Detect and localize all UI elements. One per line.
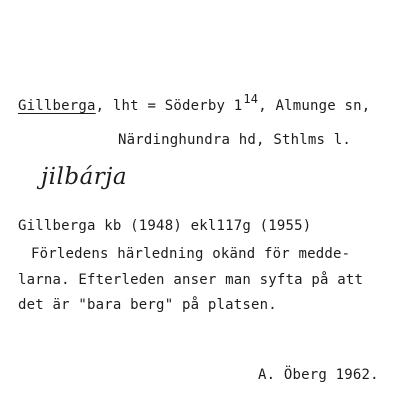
signature: A. Öberg 1962. (258, 367, 379, 383)
sources-line: Gillberga kb (1948) ekl117g (1955) (18, 218, 312, 234)
body-line-2: larna. Efterleden anser man syfta på att (18, 272, 364, 288)
body-line-1: Förledens härledning okänd för medde- (31, 246, 351, 262)
entry-line-1 (18, 92, 371, 114)
entry-parish: , Almunge sn, (258, 98, 371, 114)
entry-location: , lht = Söderby 1 (95, 98, 243, 114)
entry-line-2: Närdinghundra hd, Sthlms l. (118, 132, 351, 148)
body-line-3: det är "bara berg" på platsen. (18, 297, 277, 313)
phonetic-transcription: jilbárja (41, 164, 128, 190)
headword: Gillberga (18, 98, 96, 114)
entry-superscript: 14 (243, 92, 259, 106)
